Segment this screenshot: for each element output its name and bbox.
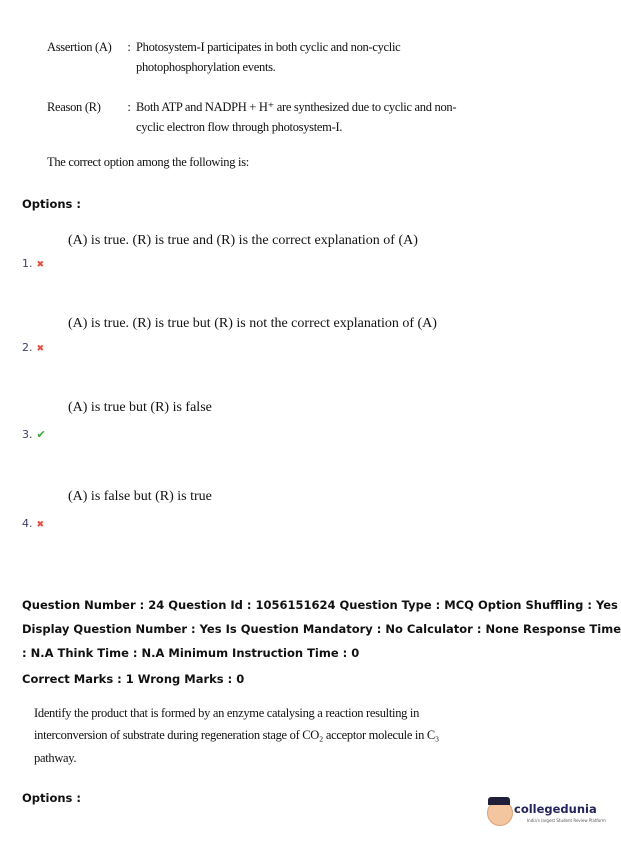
logo-brand: collegedunia bbox=[514, 802, 597, 816]
option-number bbox=[22, 517, 44, 530]
option-number-label: 3. bbox=[22, 428, 33, 441]
assertion-statement bbox=[47, 37, 476, 77]
option-text: (A) is false but (R) is true bbox=[68, 489, 212, 504]
option-text: (A) is true. (R) is true and (R) is the correct explanation of (A) bbox=[68, 233, 418, 248]
option-text: (A) is true. (R) is true but (R) is not the correct explanation of (A) bbox=[68, 316, 437, 331]
question-line-1: Identify the product that is formed by an enzyme catalysing a reaction resulting in bbox=[34, 706, 420, 720]
assertion-line-1: Photosystem-I participates in both cyclic and non-cyclic bbox=[136, 40, 401, 54]
assertion-text bbox=[136, 37, 476, 77]
options-heading-2: Options : bbox=[22, 791, 81, 805]
option-number-label: 4. bbox=[22, 517, 33, 530]
reason-text bbox=[136, 97, 476, 137]
reason-label: Reason (R) bbox=[47, 100, 101, 114]
assertion-line-2: photophosphorylation events. bbox=[136, 60, 276, 74]
collegedunia-logo bbox=[487, 798, 606, 832]
options-heading: Options : bbox=[22, 197, 81, 211]
option-number bbox=[22, 257, 44, 270]
reason-line-1: Both ATP and NADPH + H⁺ are synthesized due to cyclic and non- bbox=[136, 100, 457, 114]
option-number-label: 1. bbox=[22, 257, 33, 270]
option-number bbox=[22, 428, 46, 441]
wrong-mark-icon: ✖ bbox=[36, 520, 45, 530]
correct-check-icon: ✔ bbox=[36, 428, 46, 441]
marks-info: Correct Marks : 1 Wrong Marks : 0 bbox=[22, 672, 245, 686]
reason-line-2: cyclic electron flow through photosystem-I. bbox=[136, 120, 343, 134]
question-meta-line-2: Display Question Number : Yes Is Question Mandatory : No Calculator : None Response Time bbox=[22, 622, 621, 636]
question-meta-line-3: : N.A Think Time : N.A Minimum Instruction Time : 0 bbox=[22, 646, 360, 660]
logo-tagline: India's largest Student Review Platform bbox=[527, 818, 606, 823]
wrong-mark-icon: ✖ bbox=[36, 260, 45, 270]
assertion-separator: : bbox=[127, 40, 131, 54]
question-meta-line-1: Question Number : 24 Question Id : 1056151624 Question Type : MCQ Option Shuffling : Yes bbox=[22, 598, 618, 612]
question-prompt: The correct option among the following is: bbox=[47, 155, 249, 169]
reason-separator: : bbox=[127, 100, 131, 114]
option-number-label: 2. bbox=[22, 341, 33, 354]
question-line-2: interconversion of substrate during regeneration stage of CO₂ acceptor molecule in C₃ bbox=[34, 728, 439, 742]
assertion-label: Assertion (A) bbox=[47, 40, 112, 54]
graduation-cap-icon bbox=[488, 797, 510, 805]
reason-statement bbox=[47, 97, 476, 137]
wrong-mark-icon: ✖ bbox=[36, 344, 45, 354]
option-number bbox=[22, 341, 44, 354]
question-line-3: pathway. bbox=[34, 751, 77, 765]
option-text: (A) is true but (R) is false bbox=[68, 400, 212, 415]
